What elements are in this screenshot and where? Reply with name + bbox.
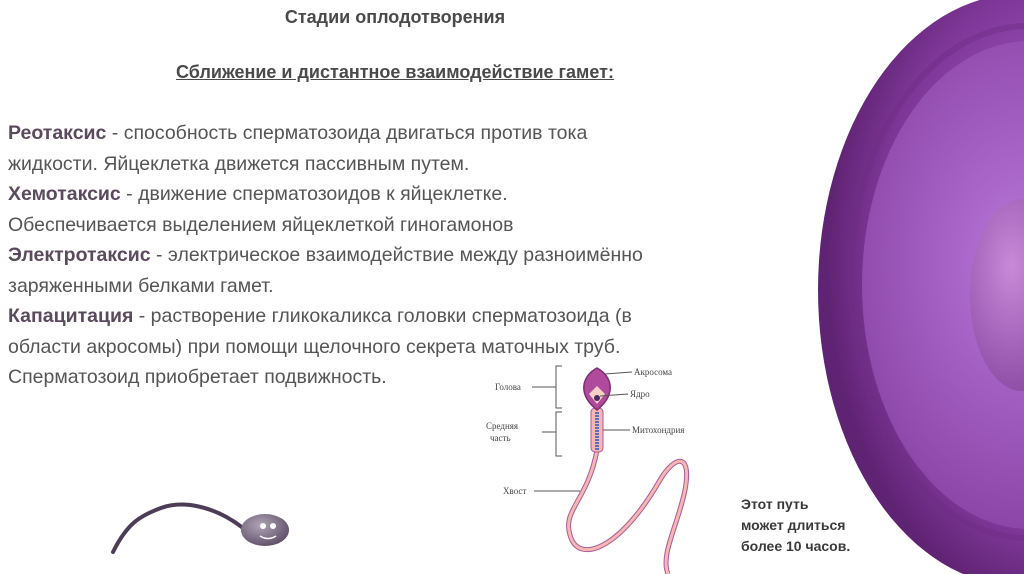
cartoon-tail: [113, 505, 243, 552]
paragraph-electrotaxis: [8, 240, 808, 301]
electrotaxis-definition: - электрическое взаимодействие между разноимённо: [150, 244, 643, 266]
rheotaxis-definition: - способность сперматозоида двигаться против тока: [106, 122, 588, 144]
cartoon-eye-right: [270, 523, 276, 529]
chemotaxis-definition: - движение сперматозоидов к яйцеклетке.: [120, 183, 508, 205]
capacitation-definition: - растворение гликокаликса головки сперматозоида (в: [133, 305, 632, 327]
term-capacitation: Капацитация: [8, 305, 134, 327]
electrotaxis-line2: заряженными белками гамет.: [8, 274, 274, 297]
term-electrotaxis: Электротаксис: [8, 244, 151, 266]
head-bracket: [556, 366, 562, 408]
label-head: Голова: [495, 382, 521, 392]
rheotaxis-line2: жидкости. Яйцеклетка движется пассивным путем.: [8, 152, 470, 175]
acrosome-leader: [605, 372, 632, 374]
slide-title: Стадии оплодотворения: [284, 7, 506, 27]
sperm-structure-diagram: [470, 360, 740, 574]
term-chemotaxis: Хемотаксис: [8, 183, 121, 205]
cartoon-head: [241, 514, 289, 546]
label-tail: Хвост: [503, 486, 527, 496]
paragraph-chemotaxis: [8, 179, 808, 240]
duration-note: [741, 494, 901, 557]
label-nucleus: Ядро: [630, 389, 650, 399]
note-line2: может длиться: [741, 517, 846, 533]
nucleus-dot: [594, 395, 600, 401]
capacitation-line2: области акросомы) при помощи щелочного секрета маточных труб.: [8, 335, 621, 358]
cartoon-eye-left: [260, 523, 266, 529]
middle-bracket: [556, 412, 562, 456]
sperm-cartoon-image: [105, 496, 295, 566]
note-line1: Этот путь: [741, 496, 809, 512]
label-middle-line2: часть: [490, 433, 511, 443]
capacitation-line3: Сперматозоид приобретает подвижность.: [8, 366, 387, 388]
chemotaxis-line2: Обеспечивается выделением яйцеклеткой гиногамонов: [8, 213, 514, 236]
slide-subtitle: Сближение и дистантное взаимодействие гамет:: [176, 62, 614, 82]
paragraph-rheotaxis: [8, 118, 808, 179]
label-acrosome: Акросома: [634, 367, 673, 377]
egg-cell-image: [790, 0, 1024, 574]
label-middle-line1: Средняя: [486, 421, 519, 431]
label-mitochondria: Митохондрия: [632, 425, 685, 435]
body-text: [8, 118, 808, 393]
note-line3: более 10 часов.: [741, 538, 851, 554]
term-rheotaxis: Реотаксис: [8, 122, 107, 144]
